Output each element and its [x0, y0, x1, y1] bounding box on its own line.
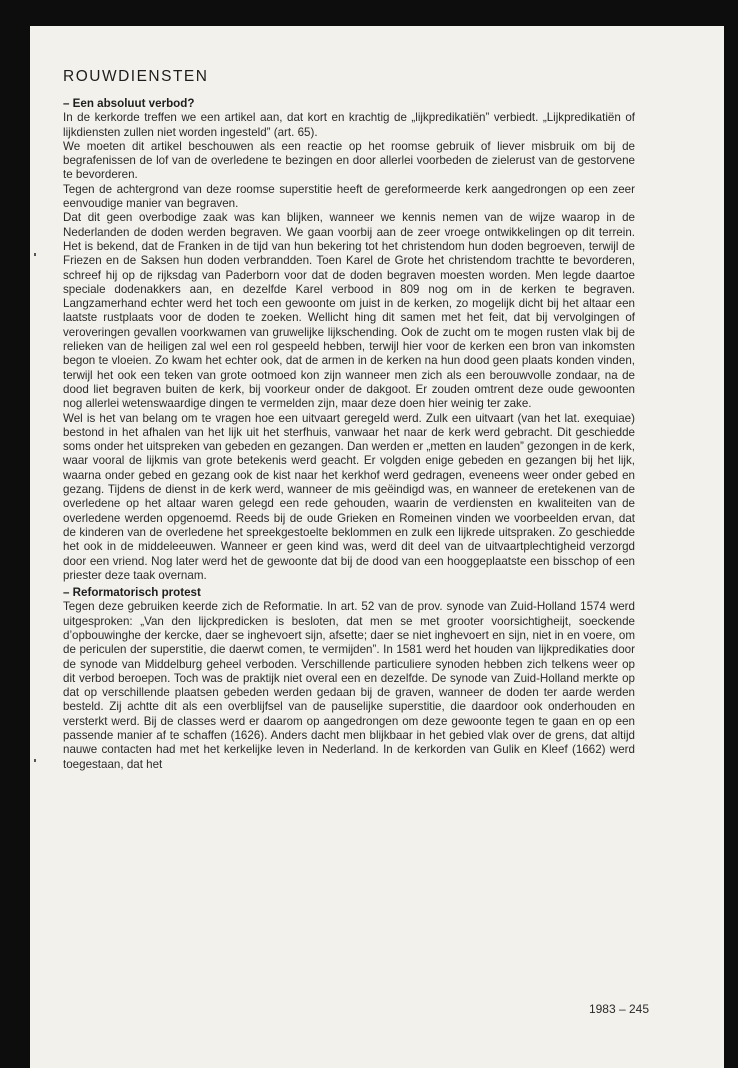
scan-border-right — [724, 0, 738, 1068]
margin-tick-mark — [34, 759, 36, 762]
subheading-reformation-protest: – Reformatorisch protest — [63, 586, 201, 600]
section-title: ROUWDIENSTEN — [63, 68, 209, 85]
scan-border-left — [0, 0, 30, 1068]
paragraph: Dat dit geen overbodige zaak was kan blijken, wanneer we kennis nemen van de wijze waarop in de Nederlanden de doden werden begraven. We gaan voorbij aan de zeer vroege ontwikkelingen op dit terrein. Het is bekend, dat de Franken in de tijd van hun bekering tot het christendom hun doden begroeven, terwijl de Friezen en de Saksen hun doden verbrandden. Toen Karel de Grote het christendom trachtte te bevorderen, schreef hij op de rijksdag van Paderborn voor dat de doden begraven moesten worden. Men legde daartoe speciale dodenakkers aan, en dezelfde Karel verbood in 809 nog om in de kerken te begraven. Langzamerhand echter werd het toch een gewoonte om juist in de kerken, zo mogelijk dicht bij het altaar een laatste rustplaats voor de doden te zoeken. Wellicht hing dit samen met het feit, dat bij vervolgingen of veroveringen gevallen voorkwamen van gruwelijke lijkschending. Ook de zucht om te mogen rusten vlak bij de relieken van de heiligen zal wel een rol gespeeld hebben, terwijl hier voor de kerken een bron van inkomsten begon te vloeien. Zo kwam het echter ook, dat de armen in de kerken na hun dood geen plaats konden vinden, terwijl het ook een teken van grote ootmoed kon zijn wanneer men zich als een berouwvolle zondaar, na de dood liet begraven buiten de kerk, bij voorkeur onder de dakgoot. Er zouden omtrent deze oude gewoonten nog allerlei wetenswaardige dingen te vermelden zijn, maar deze doen hier weinig ter zake. — [63, 211, 635, 411]
paragraph: Tegen deze gebruiken keerde zich de Reformatie. In art. 52 van de prov. synode van Zuid-Holland 1574 werd uitgesproken: „Van den lijckpredicken is besloten, dat men se met grooter voorsichtigheijt, soeckende d’opbouwinghe der kercke, daer se inghevoert sijn, afsette; daer se niet inghevoert en sijn, niet in en voere, om de periculen der superstitie, die daerwt comen, te vermijden”. In 1581 werd het houden van lijkpredikaties door de synode van Middelburg geheel verboden. Verschillende particuliere synoden hebben zich telkens weer op dit verbod beroepen. Toch was de praktijk niet overal een en dezelfde. De synode van Zuid-Holland merkte op dat op verschillende plaatsen gebeden werden gedaan bij de graven, wanneer de doden ter aarde werden besteld. Zij achtte dit als een overblijfsel van de pauselijke superstitie, die daardoor ook onderhouden en versterkt werd. Bij de classes werd er daarom op aangedrongen om deze gewoonte tegen te gaan en op een passende manier af te schaffen (1626). Anders dacht men blijkbaar in het gebied vlak over de grens, dat altijd nauwe contacten had met het kerkelijke leven in Nederland. In de kerkorden van Gulik en Kleef (1662) werd toegestaan, dat het — [63, 600, 635, 771]
page-number: 1983 – 245 — [588, 1002, 649, 1016]
margin-tick-mark — [34, 253, 36, 256]
scan-border-top — [0, 0, 738, 26]
paragraph: We moeten dit artikel beschouwen als een reactie op het roomse gebruik of liever misbruik om bij de begrafenissen de lof van de overledene te bezingen en door allerlei voorbeden de zielerust van de gestorvene te bevorderen. — [63, 139, 635, 182]
paragraph: Wel is het van belang om te vragen hoe een uitvaart geregeld werd. Zulk een uitvaart (van het lat. exequiae) bestond in het afhalen van het lijk uit het sterfhuis, vanwaar het naar de kerk werd gebracht. Dit geschiedde soms onder het uitspreken van gebeden en gezangen. Dan werden er „metten en lauden” gezongen in de kerk, waar vooral de lijkmis van grote betekenis werd geacht. Er volgden enige gebeden en gezangen bij het lijk, waarna onder gebed en gezang ook de kist naar het kerkhof werd gedragen, eveneens weer onder gebed en gezang. Tijdens de dienst in de kerk werd, wanneer de mis geëindigd was, en wanneer de eretekenen van de overledene op het altaar waren gelegd een rede gehouden, waarin de verdiensten en kwaliteiten van de overledene werden opgenoemd. Reeds bij de oude Grieken en Romeinen vinden we voorbeelden ervan, dat de kinderen van de overledene het spreekgestoelte beklommen en zulk een lijkrede uitspraken. Zo geschiedde het ook in de middeleeuwen. Wanneer er geen kind was, werd dit deel van de uitvaartplechtigheid verzorgd door een vriend. Nog later werd het de gewoonte dat bij de dood van een hooggeplaatste een bisschop of een priester deze taak overnam. — [63, 411, 635, 582]
paragraph: Tegen de achtergrond van deze roomse superstitie heeft de gereformeerde kerk aangedrongen op een zeer eenvoudige manier van begraven. — [63, 182, 635, 211]
paragraph: In de kerkorde treffen we een artikel aan, dat kort en krachtig de „lijkpredikatiën” verbiedt. „Lijkpredikatiën of lijkdiensten zullen niet worden ingesteld” (art. 65). — [63, 111, 635, 139]
subheading-absolute-ban: – Een absoluut verbod? — [63, 97, 195, 110]
page-content — [63, 68, 635, 772]
